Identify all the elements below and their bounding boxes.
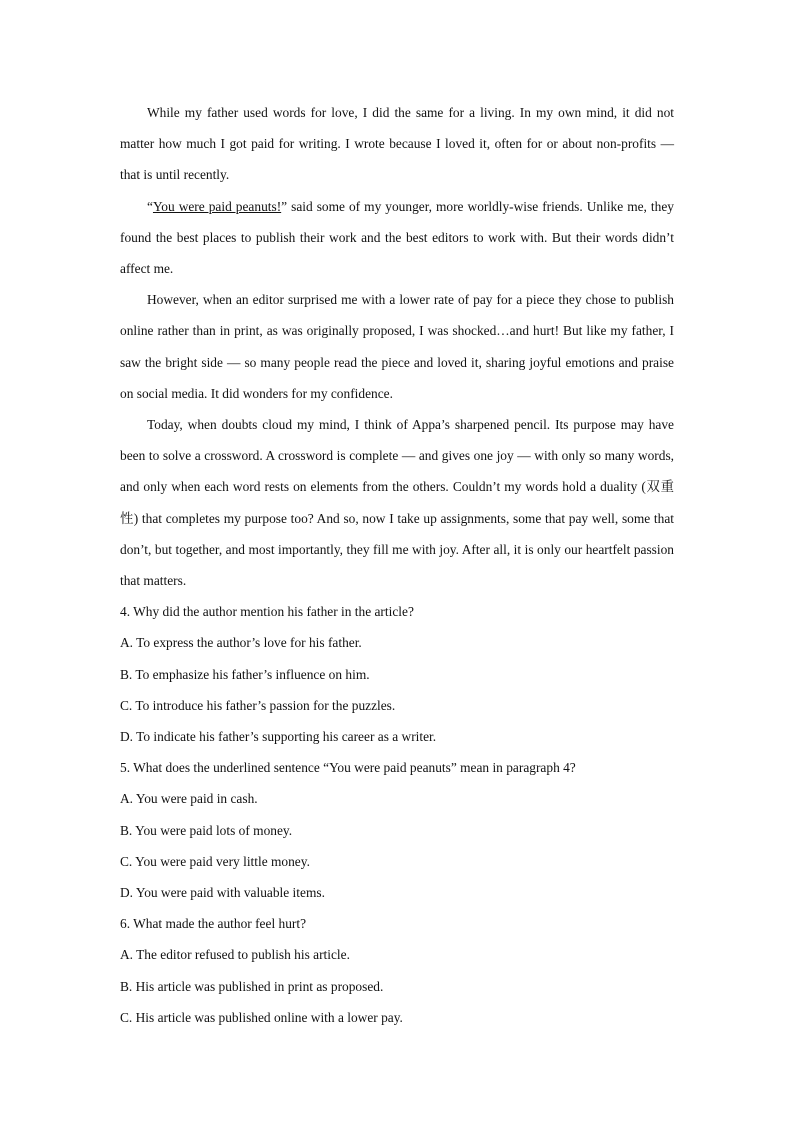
question-5-option-a: A. You were paid in cash. — [120, 791, 258, 807]
question-6-option-a: A. The editor refused to publish his article. — [120, 947, 350, 963]
paragraph-3: However, when an editor surprised me with a lower rate of pay for a piece they chose to publish online rather than in print, as was originally proposed, I was shocked…and hurt! But like my father, I saw the bright side — so many people read the piece and loved it, sharing joyful emotions and praise on social media. It did wonders for my confidence. — [120, 292, 674, 401]
page-content — [120, 97, 674, 1033]
question-5-option-d: D. You were paid with valuable items. — [120, 885, 325, 901]
question-5-option-b: B. You were paid lots of money. — [120, 822, 293, 838]
question-6-stem: 6. What made the author feel hurt? — [120, 916, 307, 932]
underlined-sentence: You were paid peanuts! — [152, 198, 282, 214]
question-4-option-b: B. To emphasize his father’s influence on him. — [120, 666, 370, 682]
paragraph-2-rest: ” said some of my younger, more worldly-wise friends. Unlike me, they found the best places to publish their work and the best editors to work with. But their words didn’t affect me. — [120, 198, 674, 277]
question-4-option-c: C. To introduce his father’s passion for the puzzles. — [120, 697, 396, 713]
question-4-option-d: D. To indicate his father’s supporting his career as a writer. — [120, 729, 437, 745]
open-quote: “ — [147, 198, 153, 214]
question-5-stem: 5. What does the underlined sentence “You were paid peanuts” mean in paragraph 4? — [120, 760, 576, 776]
question-5-option-c: C. You were paid very little money. — [120, 853, 310, 869]
paragraph-1: While my father used words for love, I did the same for a living. In my own mind, it did not matter how much I got paid for writing. I wrote because I loved it, often for or about non-profits — that is until recently. — [120, 105, 674, 183]
paragraph-2 — [120, 191, 674, 285]
paragraph-4: Today, when doubts cloud my mind, I think of Appa’s sharpened pencil. Its purpose may have been to solve a crossword. A crossword is complete — and gives one joy — with only so many words, and only when each word rests on elements from the others. Couldn’t my words hold a duality (双重性) that completes my purpose too? And so, now I take up assignments, some that pay well, some that don’t, but together, and most importantly, they fill me with joy. After all, it is only our heartfelt passion that matters. — [120, 417, 674, 589]
question-4-option-a: A. To express the author’s love for his father. — [120, 635, 362, 651]
question-4-stem: 4. Why did the author mention his father in the article? — [120, 604, 414, 620]
question-6-option-b: B. His article was published in print as proposed. — [120, 978, 384, 994]
question-6-option-c: C. His article was published online with a lower pay. — [120, 1009, 403, 1025]
